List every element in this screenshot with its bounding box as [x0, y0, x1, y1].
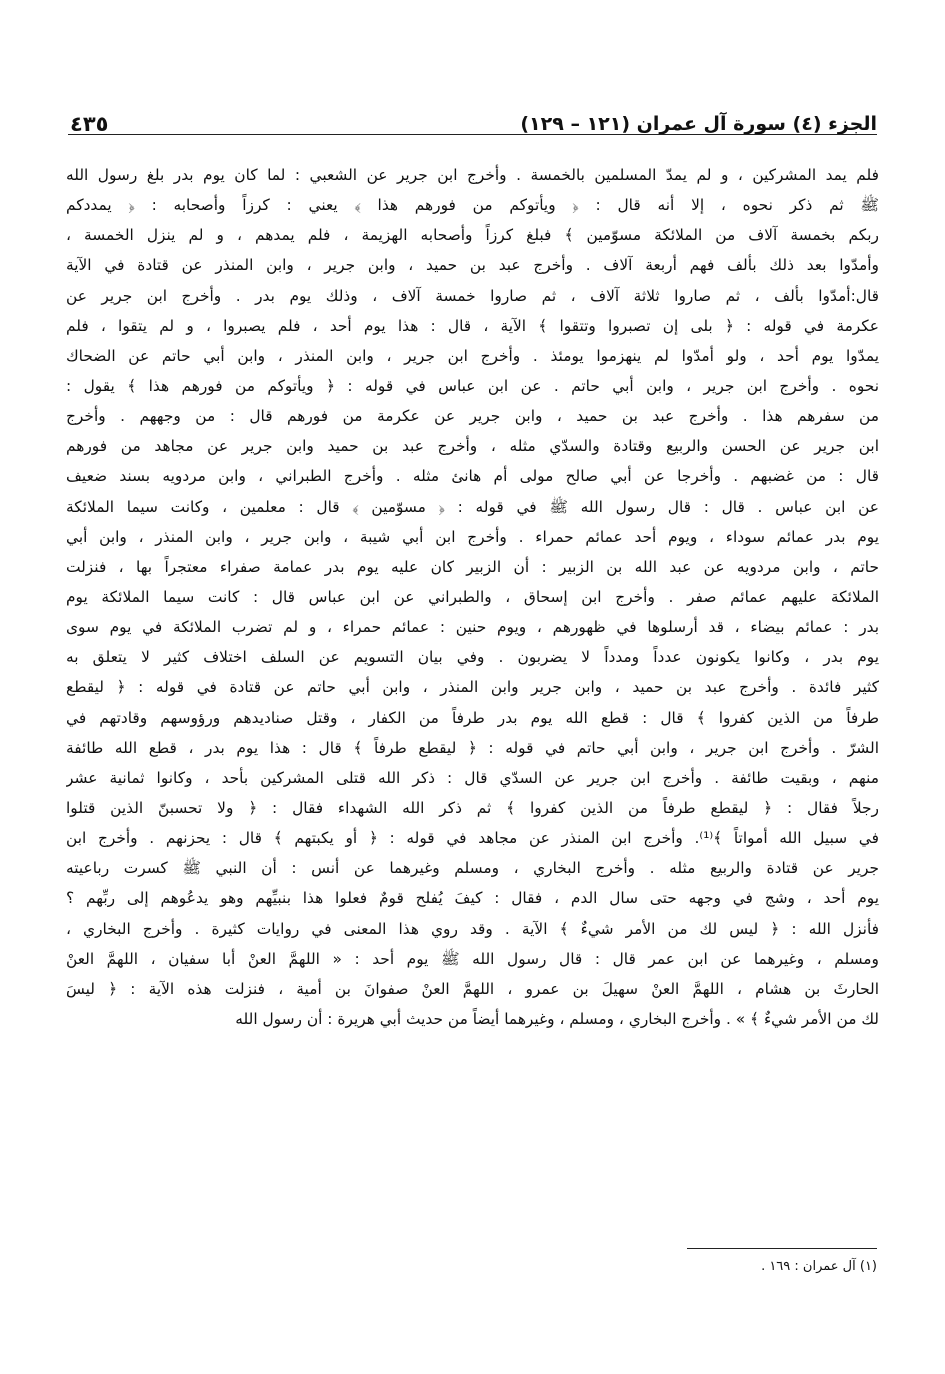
header-rule [68, 134, 877, 135]
text-line: ابن جرير عن الحسن والربيع وقتادة والسدّي مثله ، وأخرج عبد بن حميد وابن جرير عن مجاهد من فورهم [66, 437, 879, 456]
text-line: فأنزل الله : ﴿ ليس لك من الأمر شيءٌ ﴾ الآية . وقد روي هذا المعنى في روايات كثيرة . وأخرج البخاري ، [66, 919, 879, 938]
text-line: يوم أحد ، وشج في وجهه حتى سال الدم ، فقال : كيفَ يُفلح قومٌ فعلوا هذا بنبيِّهم وهو يدعُوهم إلى ربِّهم ؟ [66, 889, 879, 908]
text-line: عكرمة في قوله : ﴿ بلى إن تصبروا وتتقوا ﴾ الآية ، قال : هذا يوم أحد ، فلم يصبروا ، و لم يتقوا ، فلم [66, 316, 879, 335]
text-line: حاتم ، وابن مردويه عن عبد الله بن الزبير : أن الزبير كان عليه يوم بدر عمامة صفراء معتجراً بها ، فنزلت [66, 557, 879, 576]
text-line: يوم بدر عمائم سوداء ، ويوم أحد عمائم حمراء . وأخرج ابن أبي شيبة ، وابن جرير ، وابن المنذر ، وابن أبي [66, 527, 879, 546]
text-line: بدر : عمائم بيضاء ، قد أرسلوها في ظهورهم ، ويوم حنين : عمائم حمراء ، و لم تضرب الملائكة في يوم سوى [66, 618, 879, 637]
text-line: نحوه . وأخرج ابن جرير ، وابن أبي حاتم . عن ابن عباس في قوله : ﴿ ويأتوكم من فورهم هذا ﴾ يقول : [66, 376, 879, 395]
footnote-rule [687, 1248, 877, 1249]
text-line: يوم بدر ، وكانوا يكونون عدداً ومدداً لا يضربون . وفي بيان التسويم عن السلف اختلاف كثير لا يتعلق به [66, 648, 879, 667]
text-line: قال : من غضبهم . وأخرجا عن أبي صالح مولى أم هانئ مثله . وأخرج الطبراني ، وابن مردويه بسند ضعيف [66, 467, 879, 486]
text-line: الحارثَ بن هشام ، اللهمَّ العنْ سهيلَ بن عمرو ، اللهمَّ العنْ صفوانَ بن أمية ، فنزلت هذه الآية : ﴿ ليسَ [66, 979, 879, 998]
text-line: الملائكة عليهم عمائم صفر . وأخرج ابن إسحاق ، والطبراني عن ابن عباس قال : كانت سيما الملائكة يوم [66, 587, 879, 606]
text-line: في سبيل الله أمواتاً ﴾⁽¹⁾. وأخرج ابن المنذر عن مجاهد في قوله : ﴿ أو يكبتهم ﴾ قال : يحزنهم . وأخرج ابن [66, 829, 879, 848]
body-text [66, 160, 879, 1034]
page-number: ٤٣٥ [70, 112, 109, 136]
text-line: لك من الأمر شيءٌ ﴾ » . وأخرج البخاري ، ومسلم ، وغيرهما أيضاً من حديث أبي هريرة : أن رسول الله [235, 1009, 879, 1028]
running-head: الجزء (٤) سورة آل عمران (١٢١ – ١٢٩) [520, 113, 877, 135]
text-line: رجلاً فقال : ﴿ ليقطع طرفاً من الذين كفروا ﴾ ثم ذكر الله الشهداء فقال : ﴿ ولا تحسبنّ الذين قتلوا [66, 798, 879, 817]
text-line: عن ابن عباس . قال : قال رسول الله ﷺ في قوله : ﴿ مسوّمين ﴾ قال : معلمين ، وكانت سيما الملائكة [66, 497, 879, 516]
text-line: من سفرهم هذا . وأخرج عبد بن حميد ، وابن جرير عن عكرمة من فورهم قال : من وجههم . وأخرج [66, 407, 879, 426]
text-line: كثير فائدة . وأخرج عبد بن حميد ، وابن جرير وابن المنذر ، وابن أبي حاتم عن قتادة في قوله : ﴿ ليقطع [66, 678, 879, 697]
text-line: منهم ، وبقيت طائفة . وأخرج ابن جرير عن السدّي قال : ذكر الله قتلى المشركين بأحد ، وكانوا ثمانية عشر [66, 768, 879, 787]
text-line: ربكم بخمسة آلاف من الملائكة مسوّمين ﴾ فبلغ كرزاً وأصحابه الهزيمة ، فلم يمدهم ، و لم ينزل الخمسة ، [66, 226, 879, 245]
text-line: فلم يمد المشركين ، و لم يمدّ المسلمين بالخمسة . وأخرج ابن جرير عن الشعبي : لما كان يوم بدر بلغ رسول الله [66, 166, 879, 184]
text-line: جرير عن قتادة والربيع مثله . وأخرج البخاري ، ومسلم وغيرهما عن أنس : أن النبي ﷺ كسرت رباعيته [66, 859, 879, 878]
text-line: ﷺ ثم ذكر نحوه ، إلا أنه قال : ﴿ ويأتوكم من فورهم هذا ﴾ يعني : كرزاً وأصحابه : ﴿ يمددكم [66, 196, 879, 215]
text-line: الشرّ . وأخرج ابن جرير ، وابن أبي حاتم في قوله : ﴿ ليقطع طرفاً ﴾ قال : هذا يوم بدر ، قطع الله طائفة [66, 738, 879, 757]
text-line: يمدّوا يوم أحد ، ولو أمدّوا لم ينهزموا يومئذ . وأخرج ابن جرير ، وابن المنذر ، وابن أبي حاتم عن الضحاك [66, 346, 879, 365]
text-line: ومسلم ، وغيرهما عن ابن عمر قال : قال رسول الله ﷺ يوم أحد : « اللهمَّ العنْ أبا سفيان ، اللهمَّ العنْ [66, 949, 879, 968]
text-line: قال:أمدّوا بألف ، ثم صاروا ثلاثة آلاف ، ثم صاروا خمسة آلاف ، وذلك يوم بدر . وأخرج ابن جرير عن [66, 286, 879, 305]
text-line: وأمدّوا بعد ذلك بألف فهم أربعة آلاف . وأخرج عبد بن حميد ، وابن جرير ، وابن المنذر عن قتادة في الآية [66, 256, 879, 275]
page-header [70, 100, 877, 136]
text-line: طرفاً من الذين كفروا ﴾ قال : قطع الله يوم بدر طرفاً من الكفار ، وقتل صناديدهم ورؤوسهم وقادتهم في [66, 708, 879, 727]
footnote: (١) آل عمران : ١٦٩ . [761, 1259, 877, 1274]
